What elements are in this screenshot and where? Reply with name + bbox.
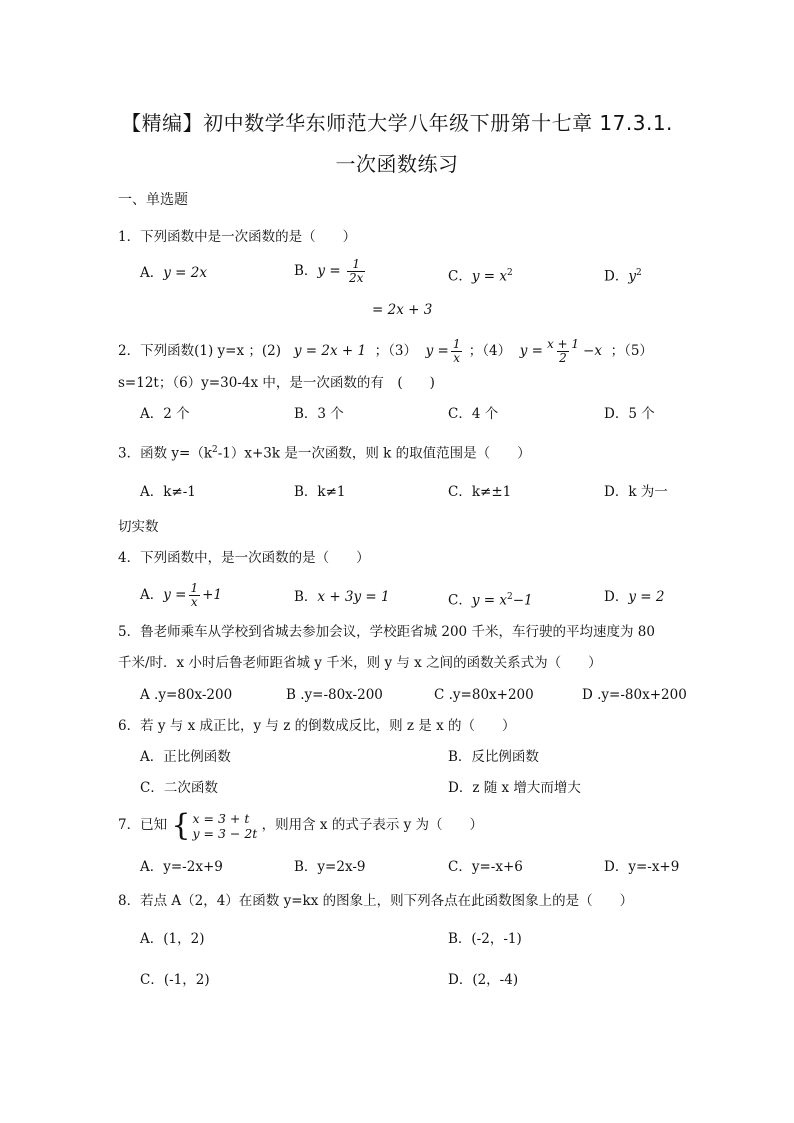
q7-option-b: B．y=2x-9 <box>294 859 366 875</box>
q6-option-b: B．反比例函数 <box>448 749 539 765</box>
q1-option-d-continued: = 2x + 3 <box>372 302 433 318</box>
q2-option-a: A．2 个 <box>140 406 190 422</box>
q2-stem-line2: s=12t；（6）y=30-4x 中，是一次函数的有 ( ) <box>118 375 435 391</box>
q3-option-a: A．k≠-1 <box>140 484 196 500</box>
q6-option-d: D．z 随 x 增大而增大 <box>448 780 581 796</box>
q5-option-c: C .y=80x+200 <box>434 687 534 703</box>
q3-stem: 3．函数 $y=(k^2-1)x+3k$ 是一次函数，则 k 的取值范围是（ ） <box>118 445 531 462</box>
q4-option-c: C．$y = x^2-1$ <box>448 592 533 609</box>
q2-stem-line1: 2．下列函数(1) y=x ；(2) y = 2x + 1 ；（3） y = $\frac{1}{x}$ ；（4） y = $\frac{x + 1}{2}$ −x ；（5） <box>118 337 653 365</box>
q7-option-d: D．y=-x+9 <box>604 859 680 875</box>
q6-option-a: A．正比例函数 <box>140 749 231 765</box>
q2-option-c: C．4 个 <box>448 406 499 422</box>
q3-option-d: D．k 为一 <box>604 484 668 500</box>
q6-stem: 6．若 y 与 x 成正比，y 与 z 的倒数成反比，则 z 是 x 的（ ） <box>118 718 516 734</box>
q1-option-d: D．$y^2$ <box>604 268 642 285</box>
section-heading: 一、单选题 <box>118 192 188 208</box>
q2-option-b: B．3 个 <box>294 406 344 422</box>
q6-option-c: C．二次函数 <box>140 780 218 796</box>
document-title-line1: 【精编】初中数学华东师范大学八年级下册第十七章 17.3.1. <box>121 111 673 135</box>
q3-option-b: B．k≠1 <box>294 484 346 500</box>
q7-option-c: C．y=-x+6 <box>448 859 523 875</box>
q1-stem: 1．下列函数中是一次函数的是（ ） <box>118 229 357 245</box>
q8-option-a: A．(1，2) <box>140 931 205 947</box>
q4-option-a: A．y = $\frac{1}{x}$ +1 <box>140 581 223 609</box>
q4-option-d: D．y = 2 <box>604 589 665 605</box>
q7-stem: 7．已知 { x = 3 + t y = 3 − 2t ，则用含 x 的式子表示 y 为（ ） <box>118 807 484 843</box>
q4-stem: 4．下列函数中，是一次函数的是（ ） <box>118 550 370 566</box>
q1-option-a: A．y = 2x <box>140 265 207 281</box>
q3-option-d-continued: 切实数 <box>118 519 159 535</box>
q1-option-b: B．y = $\frac{1}{2x}$ <box>294 257 364 285</box>
q4-option-b: B．x + 3y = 1 <box>294 589 390 605</box>
q1-option-c: C．$y = x^2$ <box>448 268 513 285</box>
q2-option-d: D．5 个 <box>604 406 655 422</box>
q5-option-b: B .y=-80x-200 <box>286 687 383 703</box>
q3-option-c: C．k≠±1 <box>448 484 512 500</box>
document-title-line2: 一次函数练习 <box>335 152 459 176</box>
q8-stem: 8．若点 A（2，4）在函数 y=kx 的图象上，则下列各点在此函数图象上的是（ ） <box>118 893 634 909</box>
q5-option-d: D .y=-80x+200 <box>582 687 687 703</box>
q7-option-a: A．y=-2x+9 <box>140 859 223 875</box>
q5-stem-line1: 5．鲁老师乘车从学校到省城去参加会议，学校距省城 200 千米，车行驶的平均速度为 80 <box>118 624 655 640</box>
q8-option-c: C．(-1，2) <box>140 972 210 988</box>
q8-option-b: B．(-2，-1) <box>448 931 522 947</box>
q5-stem-line2: 千米/时．x 小时后鲁老师距省城 y 千米，则 y 与 x 之间的函数关系式为（ ） <box>118 655 602 671</box>
q8-option-d: D．(2，-4) <box>448 972 519 988</box>
q5-option-a: A .y=80x-200 <box>140 687 233 703</box>
